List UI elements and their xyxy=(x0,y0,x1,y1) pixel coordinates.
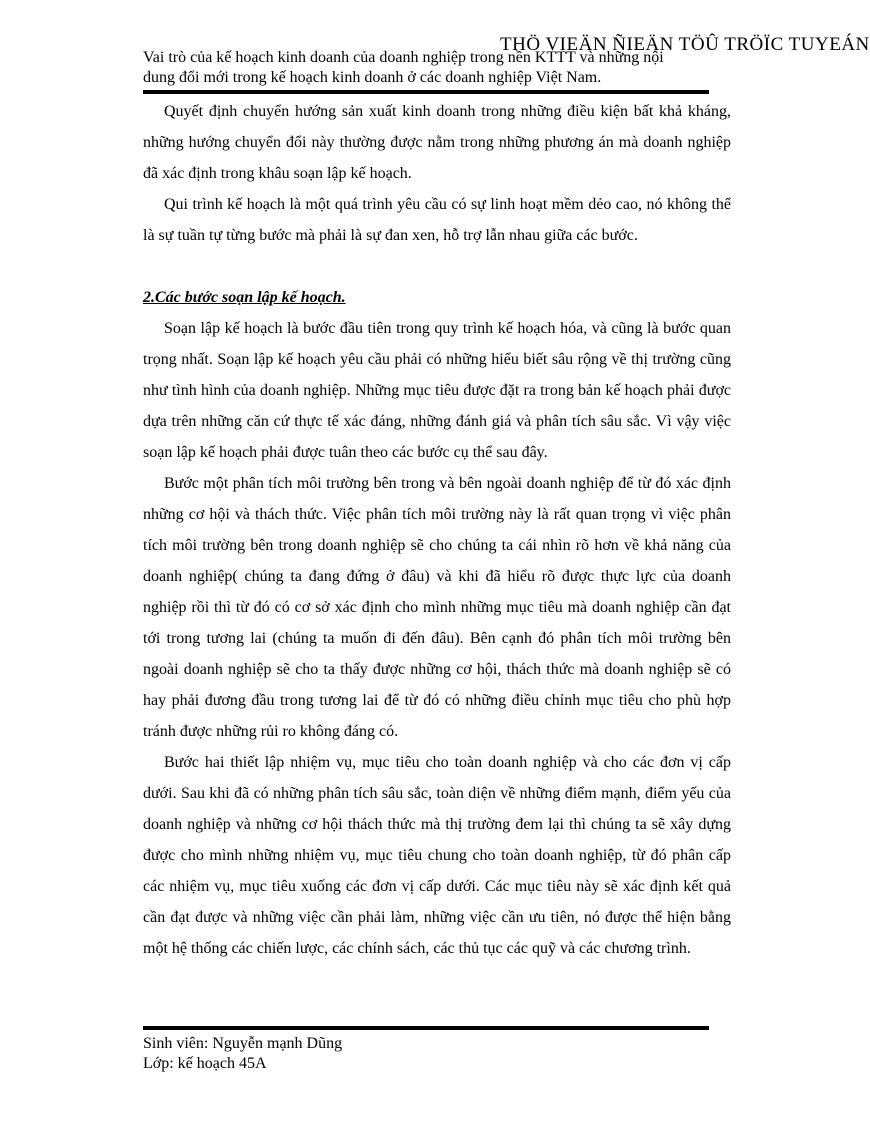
section-heading: 2.Các bước soạn lập kế hoạch. xyxy=(143,289,346,306)
footer-divider xyxy=(143,1026,709,1030)
watermark-text: THÖ VIEÄN ÑIEÄN TÖÛ TRÖÏC TUYEÁN xyxy=(500,34,870,55)
header-line-1: Vai trò của kế hoạch kinh doanh của doanh nghiệp trong nền KTTT và những nội xyxy=(143,49,664,66)
spacer xyxy=(143,251,731,282)
paragraph-3: Soạn lập kế hoạch là bước đầu tiên trong quy trình kế hoạch hóa, và cũng là bước quan trọng nhất. Soạn lập kế hoạch yêu cầu phải có những hiểu biết sâu rộng về thị trường cũng như tình hình của doanh nghiệp. Những mục tiêu được đặt ra trong bản kế hoạch phải được dựa trên những căn cứ thực tế xác đáng, những đánh giá và phân tích sâu sắc. Vì vậy việc soạn lập kế hoạch phải được tuân theo các bước cụ thể sau đây. xyxy=(143,320,731,461)
header-divider xyxy=(143,90,709,94)
document-body xyxy=(143,96,731,964)
footer-student: Sinh viên: Nguyễn mạnh Dũng xyxy=(143,1035,343,1052)
paragraph-2: Qui trình kế hoạch là một quá trình yêu cầu có sự linh hoạt mềm dẻo cao, nó không thể là sự tuần tự từng bước mà phải là sự đan xen, hỗ trợ lẫn nhau giữa các bước. xyxy=(143,196,731,244)
paragraph-1: Quyết định chuyển hướng sản xuất kinh doanh trong những điều kiện bất khả kháng, những hướng chuyển đổi này thường được nằm trong những phương án mà doanh nghiệp đã xác định trong khâu soạn lập kế hoạch. xyxy=(143,103,731,182)
header-line-2: dung đổi mới trong kế hoạch kinh doanh ở các doanh nghiệp Việt Nam. xyxy=(143,69,602,86)
footer-class: Lớp: kế hoạch 45A xyxy=(143,1055,267,1072)
paragraph-5: Bước hai thiết lập nhiệm vụ, mục tiêu cho toàn doanh nghiệp và cho các đơn vị cấp dưới. Sau khi đã có những phân tích sâu sắc, toàn diện về những điểm mạnh, điểm yếu của doanh nghiệp và những cơ hội thách thức mà thị trường đem lại thì chúng ta sẽ xây dựng được cho mình những nhiệm vụ, mục tiêu chung cho toàn doanh nghiệp, từ đó phân cấp các nhiệm vụ, mục tiêu xuống các đơn vị cấp dưới. Các mục tiêu này sẽ xác định kết quả cần đạt được và những việc cần phải làm, những việc cần ưu tiên, nó được thể hiện bằng một hệ thống các chiến lược, các chính sách, các thủ tục các quỹ và các chương trình. xyxy=(143,754,731,957)
paragraph-4: Bước một phân tích môi trường bên trong và bên ngoài doanh nghiệp để từ đó xác định những cơ hội và thách thức. Việc phân tích môi trường này là rất quan trọng vì việc phân tích môi trường bên trong doanh nghiệp sẽ cho chúng ta cái nhìn rõ hơn về khả năng của doanh nghiệp( chúng ta đang đứng ở đâu) và khi đã hiểu rõ được thực lực của doanh nghiệp rồi thì từ đó có cơ sở xác định cho mình những mục tiêu mà doanh nghiệp cần đạt tới trong tương lai (chúng ta muốn đi đến đâu). Bên cạnh đó phân tích môi trường bên ngoài doanh nghiệp sẽ cho ta thấy được những cơ hội, thách thức mà doanh nghiệp sẽ có hay phải đương đầu trong tương lai để từ đó có những điều chỉnh mục tiêu cho phù hợp tránh được những rủi ro không đáng có. xyxy=(143,475,731,740)
page-footer xyxy=(143,1034,342,1074)
page-header xyxy=(143,48,733,88)
